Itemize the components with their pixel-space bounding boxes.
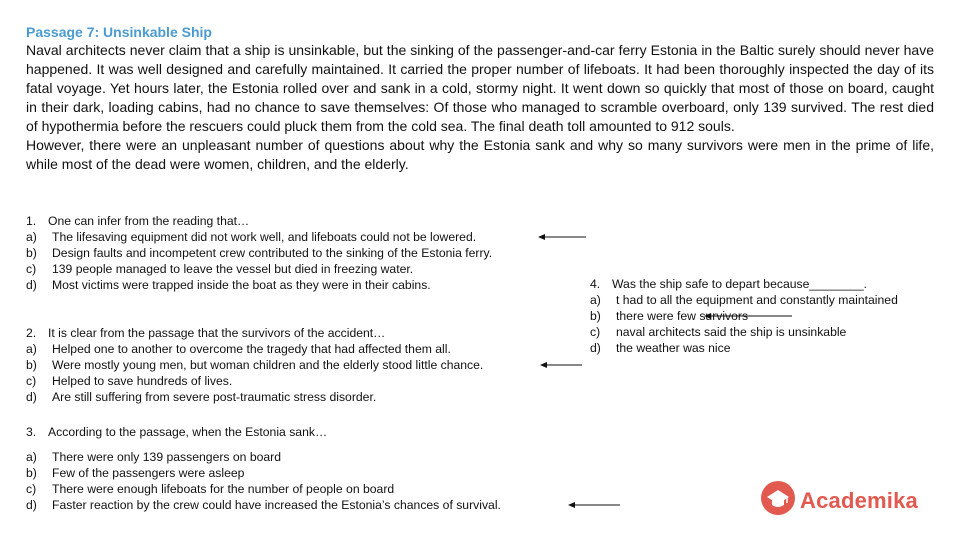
option-letter: d) [590,341,601,355]
option-letter: b) [590,309,601,323]
option-letter: a) [26,230,37,244]
answer-option [26,465,501,481]
answer-option [590,340,910,356]
passage-body [26,41,934,174]
question-stem [26,325,483,341]
answer-option [26,449,501,465]
answer-option [590,308,910,324]
answer-option [26,389,483,405]
answer-arrow-icon [568,500,612,510]
option-text: Helped to save hundreds of lives. [52,374,233,388]
option-text: naval architects said the ship is unsinkable [616,325,847,339]
option-text: Are still suffering from severe post-traumatic stress disorder. [52,390,377,404]
academika-logo [760,480,918,521]
option-letter: b) [26,358,37,372]
option-text: There were only 139 passengers on board [52,450,281,464]
answer-option [26,357,483,373]
academika-logo-icon [760,480,796,521]
option-text: t had to all the equipment and constantly maintained [616,293,898,307]
question-number: 1. [26,214,37,228]
option-text: Helped one to another to overcome the tragedy that had affected them all. [52,342,451,356]
question-text: According to the passage, when the Estonia sank… [48,425,328,439]
answer-option [26,373,483,389]
option-text: The lifesaving equipment did not work well, and lifeboats could not be lowered. [52,230,477,244]
question-number: 4. [590,277,601,291]
answer-arrow-icon [540,360,584,370]
question-number: 3. [26,425,37,439]
question-stem [590,276,910,292]
option-text: Were mostly young men, but woman children and the elderly stood little chance. [52,358,484,372]
logo-wordmark: Academika [800,487,918,513]
answer-option [26,497,501,513]
question-text: It is clear from the passage that the survivors of the accident… [48,326,386,340]
passage-paragraph-2: However, there were an unpleasant number of questions about why the Estonia sank and why so many survivors were men in the prime of life, while most of the dead were women, children, and the elderly. [26,137,934,172]
question-2 [26,325,483,405]
option-text: Few of the passengers were asleep [52,466,245,480]
option-letter: b) [26,246,37,260]
answer-option [26,277,492,293]
option-letter: b) [26,466,37,480]
question-stem [26,424,501,440]
question-stem [26,213,492,229]
option-text: Design faults and incompetent crew contributed to the sinking of the Estonia ferry. [52,246,493,260]
option-text: there were few survivors [616,309,749,323]
question-4 [590,276,910,356]
question-text: One can infer from the reading that… [48,214,250,228]
option-text: There were enough lifeboats for the number of people on board [52,482,395,496]
option-letter: c) [26,482,37,496]
answer-option [26,261,492,277]
answer-option [26,481,501,497]
option-letter: a) [26,342,37,356]
option-letter: a) [590,293,601,307]
passage-title: Passage 7: Unsinkable Ship [26,24,212,40]
option-text: Most victims were trapped inside the boat as they were in their cabins. [52,278,431,292]
answer-option [26,341,483,357]
option-letter: a) [26,450,37,464]
answer-option [590,292,910,308]
answer-arrow-icon [538,232,582,242]
question-1 [26,213,492,293]
question-text: Was the ship safe to depart because________. [612,277,867,291]
option-text: Faster reaction by the crew could have increased the Estonia’s chances of survival. [52,498,501,512]
passage-paragraph-1: Naval architects never claim that a ship is unsinkable, but the sinking of the passenger-and-car ferry Estonia in the Baltic surely should never have happened. It was well designed and carefully maintained. It carried the proper number of lifeboats. It had been thoroughly inspected the day of its fatal voyage. Yet hours later, the Estonia rolled over and sank in a cold, stormy night. It went down so quickly that most of those on board, caught in their dark, loading cabins, had no chance to save themselves: Of those who managed to scramble overboard, only 139 survived. The rest died of hypothermia before the rescuers could pluck them from the cold sea. The final death toll amounted to 912 souls. [26,42,934,134]
answer-option [26,245,492,261]
question-3 [26,424,501,513]
option-letter: c) [590,325,601,339]
answer-option [26,229,492,245]
option-text: 139 people managed to leave the vessel but died in freezing water. [52,262,414,276]
option-letter: d) [26,278,37,292]
option-letter: c) [26,262,37,276]
option-letter: c) [26,374,37,388]
option-text: the weather was nice [616,341,731,355]
option-letter: d) [26,390,37,404]
question-number: 2. [26,326,37,340]
answer-option [590,324,910,340]
option-letter: d) [26,498,37,512]
